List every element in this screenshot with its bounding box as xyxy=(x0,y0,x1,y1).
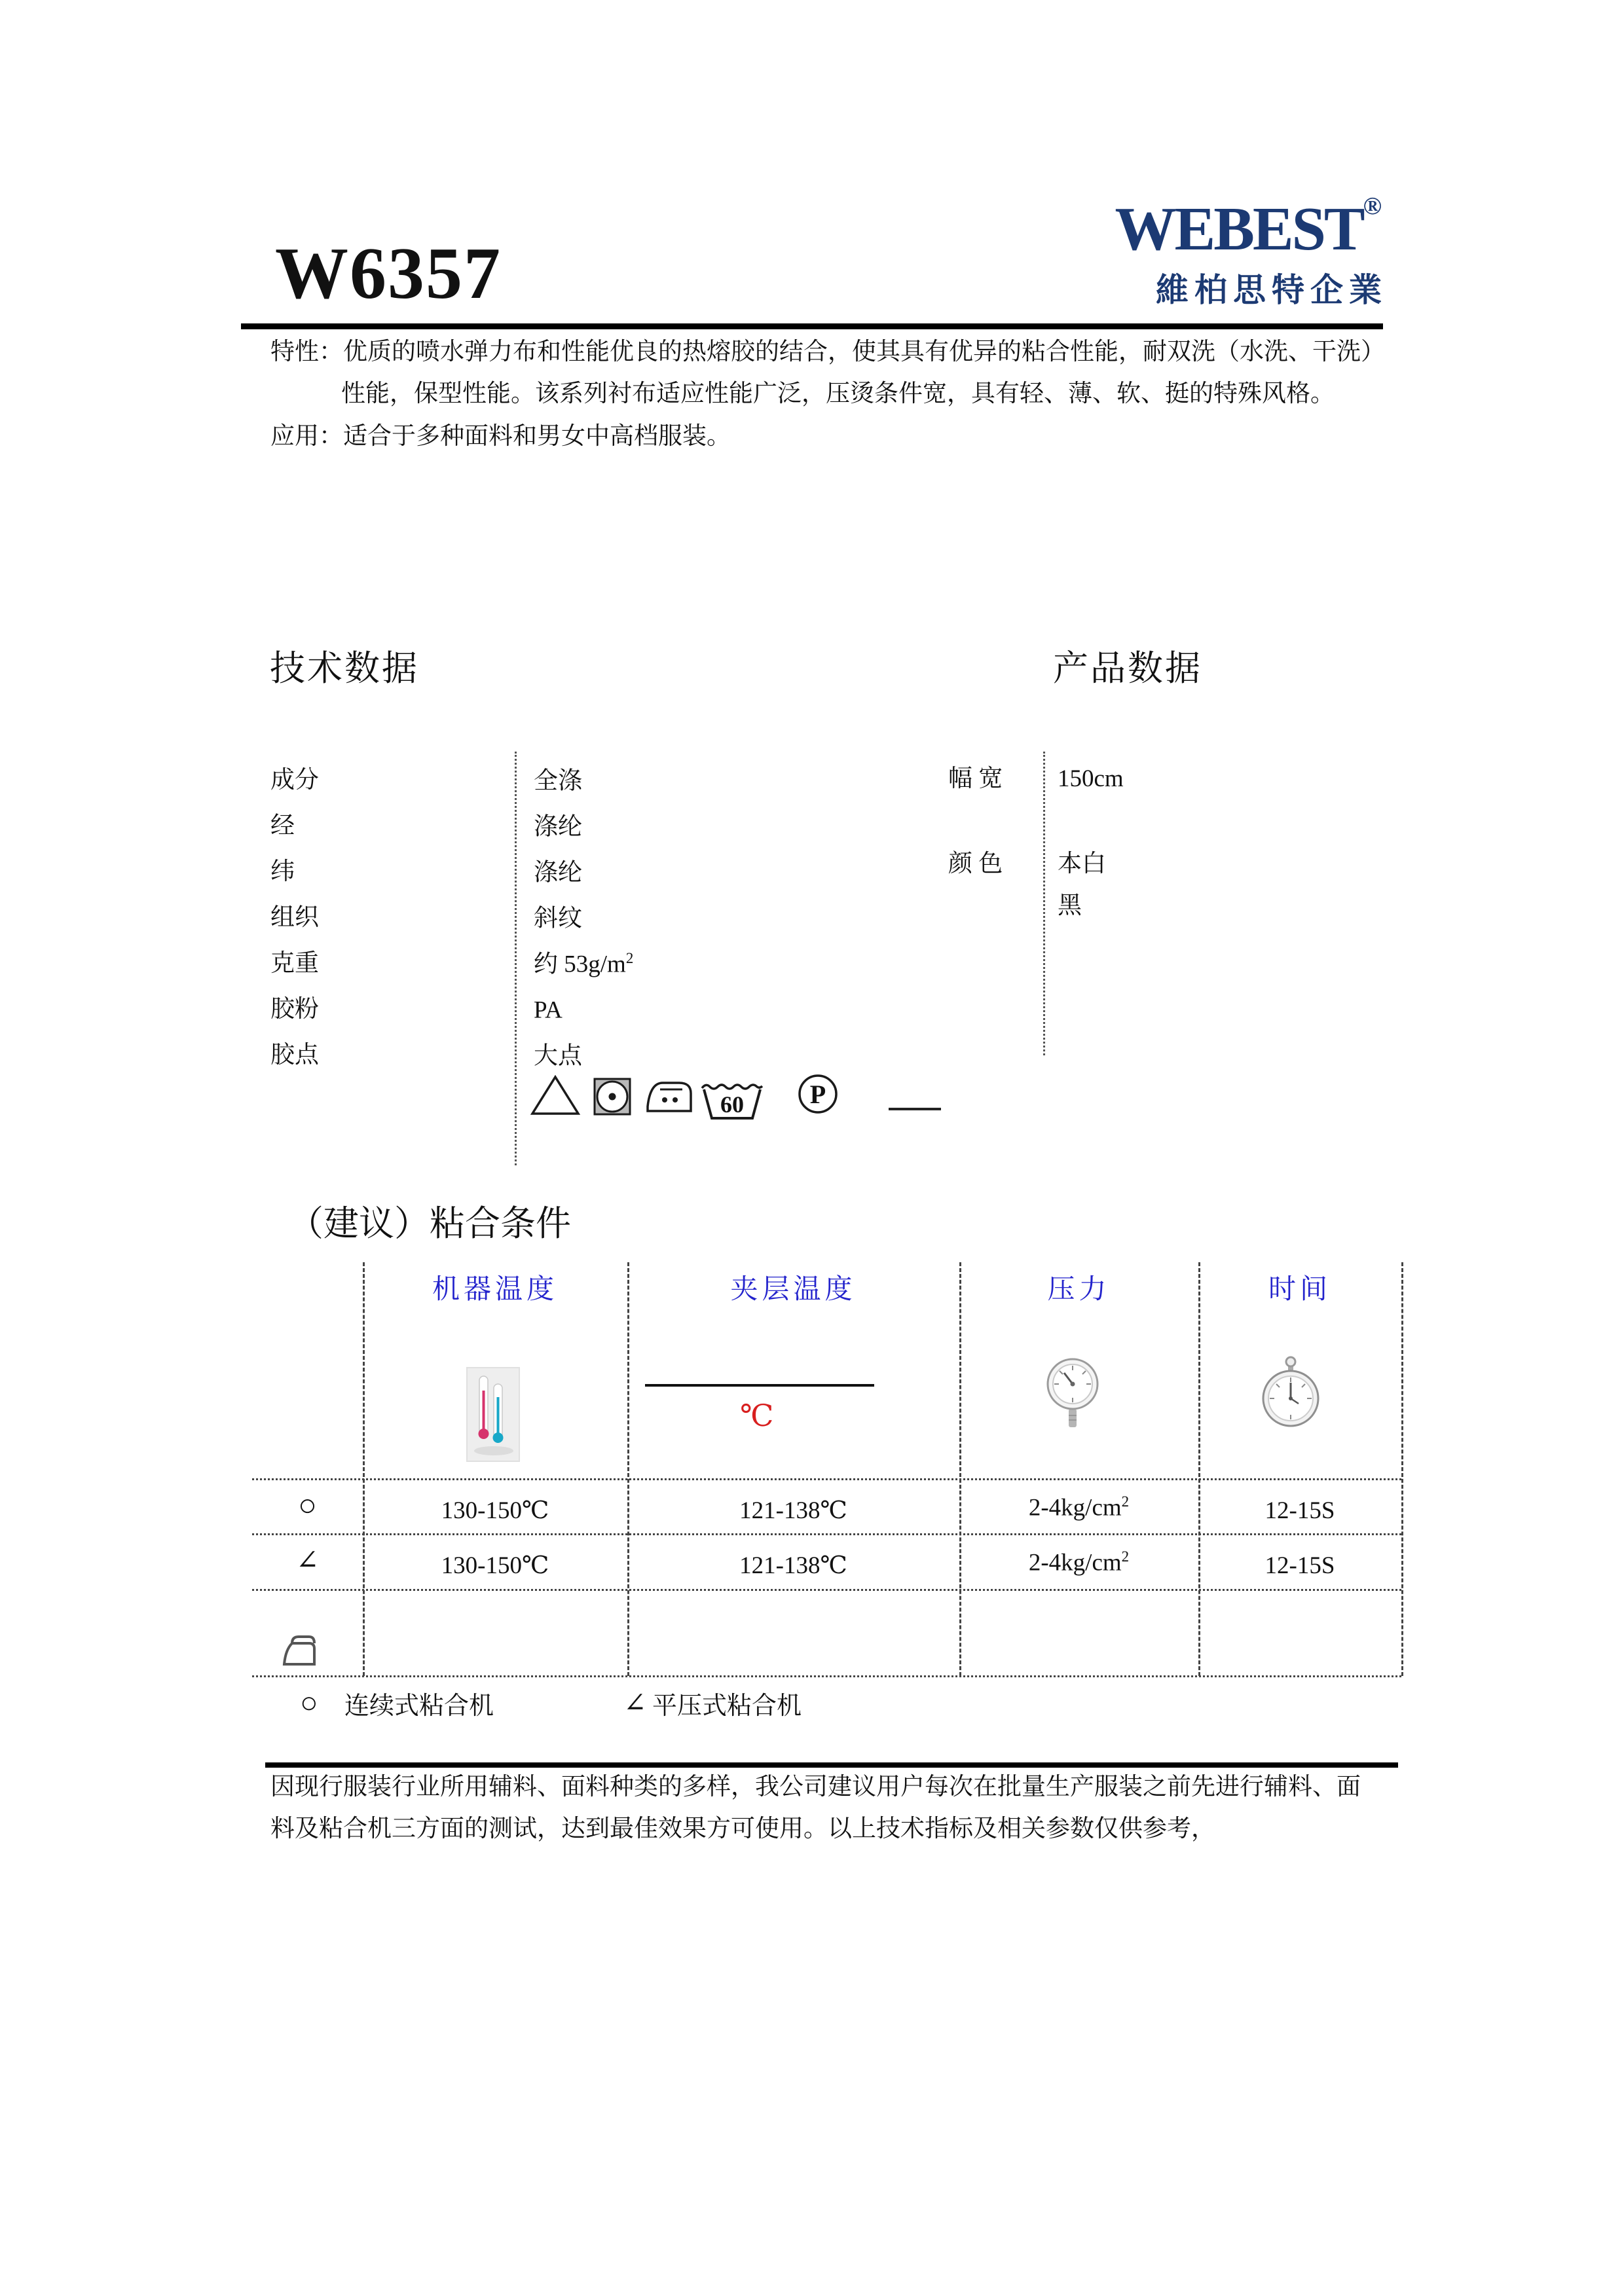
tech-row-label: 成分 xyxy=(270,767,319,793)
pressure-value: $2-4kg/cm^2$ xyxy=(1028,1548,1130,1576)
interlayer-temp-value: 121-138℃ xyxy=(739,1552,847,1579)
brand-wordmark: WEBEST® xyxy=(1115,192,1382,263)
tech-row-value: 涤纶 xyxy=(534,859,582,886)
bonding-header-pressure: 压力 xyxy=(1047,1275,1111,1305)
tumble-dry-icon xyxy=(593,1078,631,1116)
feature-line-2: 性能，保型性能。该系列衬布适应性能广泛，压烫条件宽，具有轻、薄、软、挺的特殊风格。 xyxy=(341,380,1335,407)
bonding-table-hline xyxy=(252,1533,1401,1535)
bonding-table-vline xyxy=(363,1262,365,1676)
bonding-table-vline xyxy=(1198,1262,1200,1676)
product-row-label: 幅 宽 xyxy=(948,765,1003,792)
interlayer-line xyxy=(645,1384,874,1387)
bonding-table-hline xyxy=(252,1478,1401,1480)
brand-company-name: 維柏思特企業 xyxy=(1156,272,1388,308)
feature-line-1: 特性：优质的喷水弹力布和性能优良的热熔胶的结合，使其具有优异的粘合性能，耐双洗（水洗、干洗） xyxy=(270,338,1385,365)
bonding-table-vline xyxy=(959,1262,961,1676)
legend-flat-press-label: 平压式粘合机 xyxy=(652,1692,802,1720)
bonding-table-vline xyxy=(627,1262,629,1676)
iron-two-dots-icon xyxy=(644,1078,694,1114)
tech-table-divider xyxy=(515,752,517,1165)
dry-flat-line-icon xyxy=(889,1108,941,1110)
tech-row-value: 大点 xyxy=(534,1042,582,1070)
registered-mark-icon: ® xyxy=(1363,192,1382,220)
footer-note-line-1: 因现行服装行业所用辅料、面料种类的多样，我公司建议用户每次在批量生产服装之前先进行辅料、面 xyxy=(270,1774,1361,1800)
bonding-header-interlayer-temp: 夹层温度 xyxy=(730,1275,857,1305)
wash-60-icon xyxy=(701,1080,764,1121)
svg-text:60: 60 xyxy=(720,1091,744,1118)
machine-temp-value: 130-150℃ xyxy=(441,1552,549,1579)
dry-clean-p-icon xyxy=(798,1074,838,1114)
pressure-value: $2-4kg/cm^2$ xyxy=(1028,1493,1130,1522)
time-value: 12-15S xyxy=(1264,1552,1335,1579)
tech-row-label: 胶粉 xyxy=(270,996,319,1023)
tech-row-label: 纬 xyxy=(270,858,295,885)
legend-angle-symbol: ∠ xyxy=(623,1688,647,1719)
bonding-header-machine-temp: 机器温度 xyxy=(432,1275,558,1305)
svg-text:P: P xyxy=(809,1080,826,1109)
bleach-triangle-icon xyxy=(530,1075,580,1116)
product-table-divider xyxy=(1043,752,1045,1055)
tech-row-value: 全涤 xyxy=(534,767,582,795)
celsius-symbol: ℃ xyxy=(740,1399,774,1432)
tech-row-value: 约 $53g/m^2$ xyxy=(534,950,634,978)
product-row-label: 颜 色 xyxy=(948,850,1003,877)
row-symbol-angle: ∠ xyxy=(295,1546,320,1576)
tech-data-title: 技术数据 xyxy=(270,649,419,688)
tech-row-value: 涤纶 xyxy=(534,813,582,841)
tech-row-label: 组织 xyxy=(270,904,319,931)
product-row-value: 本白 xyxy=(1058,850,1106,877)
header-rule xyxy=(241,323,1383,329)
pressure-gauge-icon xyxy=(1046,1354,1099,1432)
tech-row-label: 胶点 xyxy=(270,1042,319,1068)
machine-temp-value: 130-150℃ xyxy=(441,1497,549,1524)
tech-row-label: 克重 xyxy=(270,950,319,977)
footer-note-line-2: 料及粘合机三方面的测试，达到最佳效果方可使用。以上技术指标及相关参数仅供参考， xyxy=(270,1815,1215,1842)
application-line: 应用：适合于多种面料和男女中高档服装。 xyxy=(270,423,731,450)
product-data-title: 产品数据 xyxy=(1053,649,1202,688)
interlayer-temp-value: 121-138℃ xyxy=(739,1497,847,1524)
bonding-table-hline xyxy=(252,1589,1401,1591)
brand-logo xyxy=(1100,192,1388,311)
bonding-header-time: 时间 xyxy=(1268,1275,1331,1305)
row-symbol-circle: ○ xyxy=(298,1488,317,1523)
tech-row-value: PA xyxy=(534,996,563,1024)
flat-iron-icon xyxy=(275,1631,321,1669)
bonding-table-hline xyxy=(252,1675,1401,1677)
stopwatch-icon xyxy=(1261,1355,1320,1430)
bonding-table-vline xyxy=(1401,1262,1403,1676)
legend-continuous-press-label: 连续式粘合机 xyxy=(344,1692,494,1720)
thermometer-icon xyxy=(466,1367,520,1462)
footer-rule xyxy=(265,1762,1398,1768)
product-row-value: 150cm xyxy=(1058,765,1124,792)
page-title: W6357 xyxy=(275,233,502,314)
bonding-title: （建议）粘合条件 xyxy=(288,1204,571,1243)
tech-row-value: 斜纹 xyxy=(534,905,582,932)
product-row-value: 黑 xyxy=(1058,892,1082,919)
time-value: 12-15S xyxy=(1264,1497,1335,1524)
tech-row-label: 经 xyxy=(270,812,295,839)
legend-circle-symbol: ○ xyxy=(300,1686,318,1719)
